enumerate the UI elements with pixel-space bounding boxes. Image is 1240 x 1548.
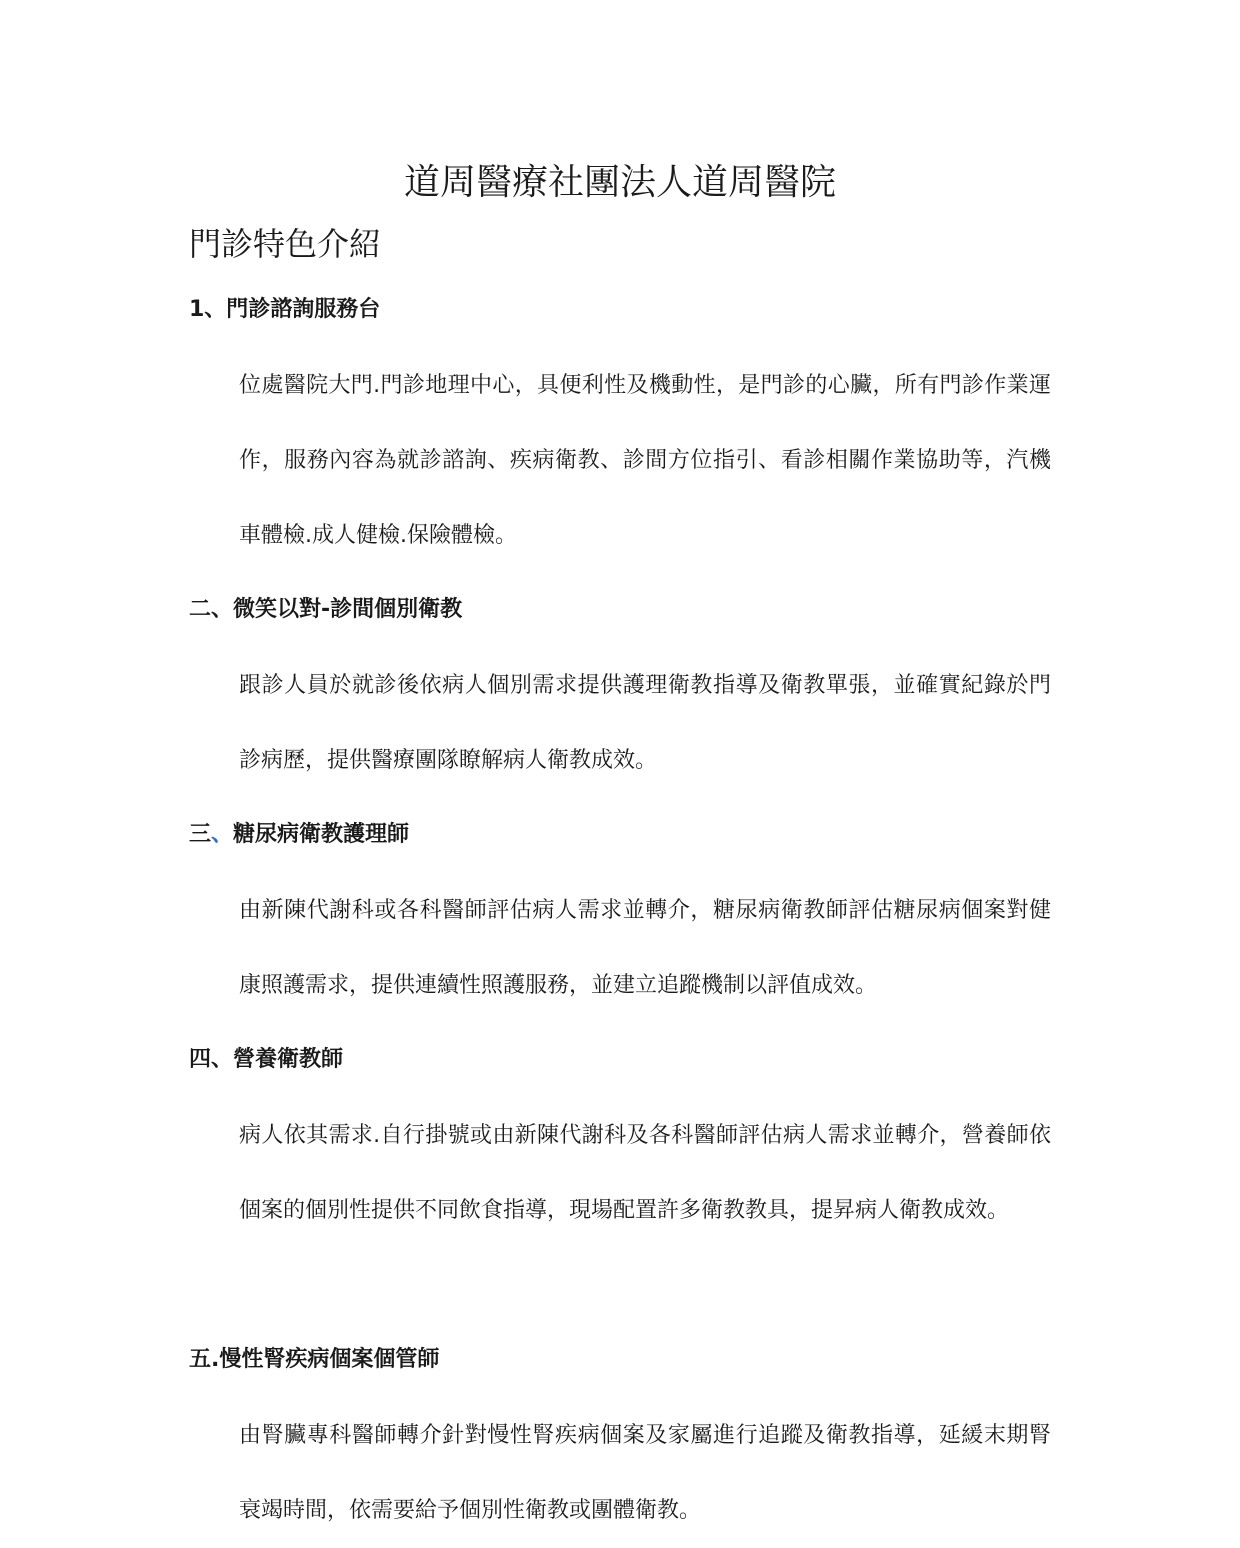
section-heading-1: 1、門診諮詢服務台 [189,297,381,322]
section-heading-3 [189,819,409,851]
section-heading-5: 五.慢性腎疾病個案個管師 [189,1347,440,1372]
section-heading-3-separator: 、 [211,822,234,847]
section-body-4: 病人依其需求.自行掛號或由新陳代謝科及各科醫師評估病人需求並轉介，營養師依個案的個別性提供不同飲食指導，現場配置許多衛教教具，提昇病人衛教成效。 [239,1123,1051,1223]
section-heading-3-prefix: 三 [189,822,212,847]
section-heading-4: 四、營養衛教師 [189,1047,344,1072]
document-title: 道周醫療社團法人道周醫院 [403,162,836,203]
document-subtitle: 門診特色介紹 [189,225,382,263]
section-body-1: 位處醫院大門.門診地理中心，具便利性及機動性，是門診的心臟，所有門診作業運作，服務內容為就診諮詢、疾病衛教、診間方位指引、看診相關作業協助等，汽機車體檢.成人健檢.保險體檢。 [239,373,1051,548]
section-body-2: 跟診人員於就診後依病人個別需求提供護理衛教指導及衛教單張，並確實紀錄於門診病歷，提供醫療團隊瞭解病人衛教成效。 [239,673,1051,773]
section-heading-3-text: 糖尿病衛教護理師 [233,822,410,847]
section-body-3: 由新陳代謝科或各科醫師評估病人需求並轉介，糖尿病衛教師評估糖尿病個案對健康照護需求，提供連續性照護服務，並建立追蹤機制以評值成效。 [239,898,1051,998]
section-heading-2: 二、微笑以對-診間個別衛教 [189,597,463,622]
section-body-5: 由腎臟專科醫師轉介針對慢性腎疾病個案及家屬進行追蹤及衛教指導，延緩末期腎衰竭時間，依需要給予個別性衛教或團體衛教。 [239,1423,1051,1523]
